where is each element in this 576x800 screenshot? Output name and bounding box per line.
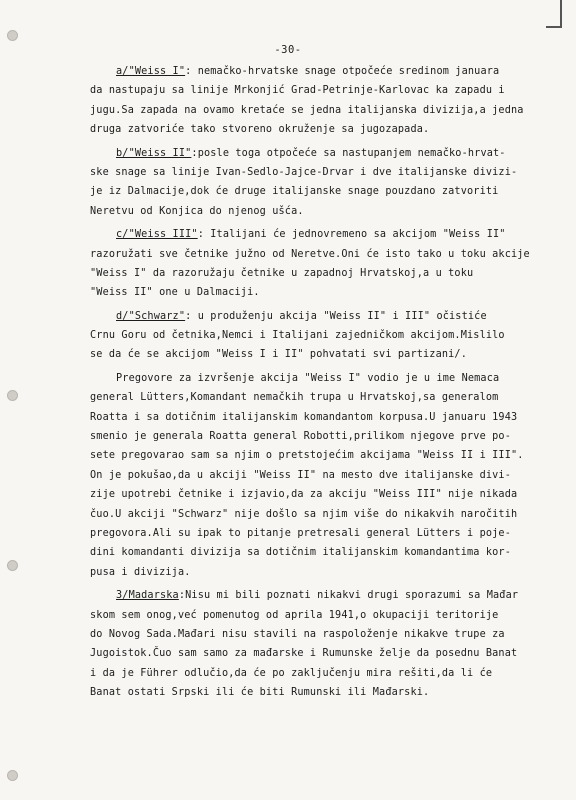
page-number: -30- (274, 44, 302, 56)
text-line: druga zatvoriće tako stvoreno okruženje sa jugozapada. (90, 124, 430, 136)
paragraph (90, 586, 552, 702)
text-line: i da je Führer odlučio,da će po zaključenju mira rešiti,da li će (90, 667, 493, 679)
line-text: :posle toga otpočeće sa nastupanjem nemačko-hrvat- (191, 147, 506, 159)
punch-hole (7, 390, 18, 401)
paragraph (90, 225, 552, 303)
paragraph (90, 369, 552, 582)
text-line: da nastupaju sa linije Mrkonjić Grad-Petrinje-Karlovac ka zapadu i (90, 85, 505, 97)
text-line: se da će se akcijom "Weiss I i II" pohvatati svi partizani/. (90, 349, 468, 361)
text-line: čuo.U akciji "Schwarz" nije došlo sa njim više do nikakvih naročitih (90, 508, 518, 520)
paragraph (90, 62, 552, 140)
text-line: Banat ostati Srpski ili će biti Rumunski ili Mađarski. (90, 687, 430, 699)
text-line: pusa i divizija. (90, 566, 191, 578)
section-label: c/"Weiss III" (116, 229, 198, 241)
text-line: On je pokušao,da u akciji "Weiss II" na mesto dve italijanske divi- (90, 469, 511, 481)
punch-hole (7, 770, 18, 781)
section-label: d/"Schwarz" (116, 310, 186, 322)
punch-hole (7, 560, 18, 571)
text-line: ske snage sa linije Ivan-Sedlo-Jajce-Drvar i dve italijanske divizi- (90, 166, 518, 178)
text-line: sete pregovarao sam sa njim o pretstojećim akcijama "Weiss II i III". (90, 450, 524, 462)
text-line (90, 62, 552, 81)
text-line (90, 307, 552, 326)
line-text: : u produženju akcija "Weiss II" i III" očistiće (185, 310, 487, 322)
line-text: :Nisu mi bili poznati nikakvi drugi sporazumi sa Mađar (178, 590, 519, 602)
text-line: Pregovore za izvršenje akcija "Weiss I" vodio je u ime Nemaca (116, 372, 500, 384)
text-line: general Lütters,Komandant nemačkih trupa u Hrvatskoj,sa generalom (90, 392, 499, 404)
line-text: : nemačko-hrvatske snage otpočeće sredinom januara (185, 66, 500, 77)
document-body (90, 62, 552, 707)
text-line: Jugoistok.Čuo sam samo za mađarske i Rumunske želje da posednu Banat (90, 648, 518, 660)
text-line: razoružati sve četnike južno od Neretve.Oni će isto tako u toku akcije (90, 248, 530, 260)
text-line (90, 586, 552, 605)
section-label: 3/Madarska (116, 590, 179, 602)
text-line: je iz Dalmacije,dok će druge italijanske snage pouzdano zatvoriti (90, 186, 499, 198)
text-line: dini komandanti divizija sa dotičnim italijanskim komandantima kor- (90, 547, 511, 559)
text-line (90, 144, 552, 163)
paragraph-gap (90, 703, 552, 707)
text-line: "Weiss II" one u Dalmaciji. (90, 287, 260, 299)
paragraph (90, 144, 552, 222)
section-label: b/"Weiss II" (116, 147, 192, 159)
text-line: jugu.Sa zapada na ovamo kretaće se jedna italijanska divizija,a jedna (90, 104, 524, 116)
text-line: Roatta i sa dotičnim italijanskim komandantom korpusa.U januaru 1943 (90, 411, 518, 423)
text-line: do Novog Sada.Mađari nisu stavili na raspoloženje nikakve trupe za (90, 628, 505, 640)
text-line: zije upotrebi četnike i izjavio,da za akciju "Weiss III" nije nikada (90, 489, 518, 501)
text-line: "Weiss I" da razoružaju četnike u zapadnoj Hrvatskoj,a u toku (90, 267, 474, 279)
text-line (90, 225, 552, 244)
section-label: a/"Weiss I" (116, 66, 186, 77)
paragraph (90, 307, 552, 365)
text-line: pregovora.Ali su ipak to pitanje pretresali general Lütters i poje- (90, 527, 511, 539)
corner-mark (546, 0, 562, 28)
text-line: Crnu Goru od četnika,Nemci i Italijani zajedničkom akcijom.Mislilo (90, 330, 505, 342)
punch-hole (7, 30, 18, 41)
text-line: Neretvu od Konjica do njenog ušća. (90, 205, 304, 217)
text-line: skom sem onog,već pomenutog od aprila 1941,o okupaciji teritorije (90, 609, 499, 621)
text-line: smenio je generala Roatta general Robotti,prilikom njegove prve po- (90, 431, 511, 443)
line-text: : Italijani će jednovremeno sa akcijom "Weiss II" (197, 229, 506, 241)
